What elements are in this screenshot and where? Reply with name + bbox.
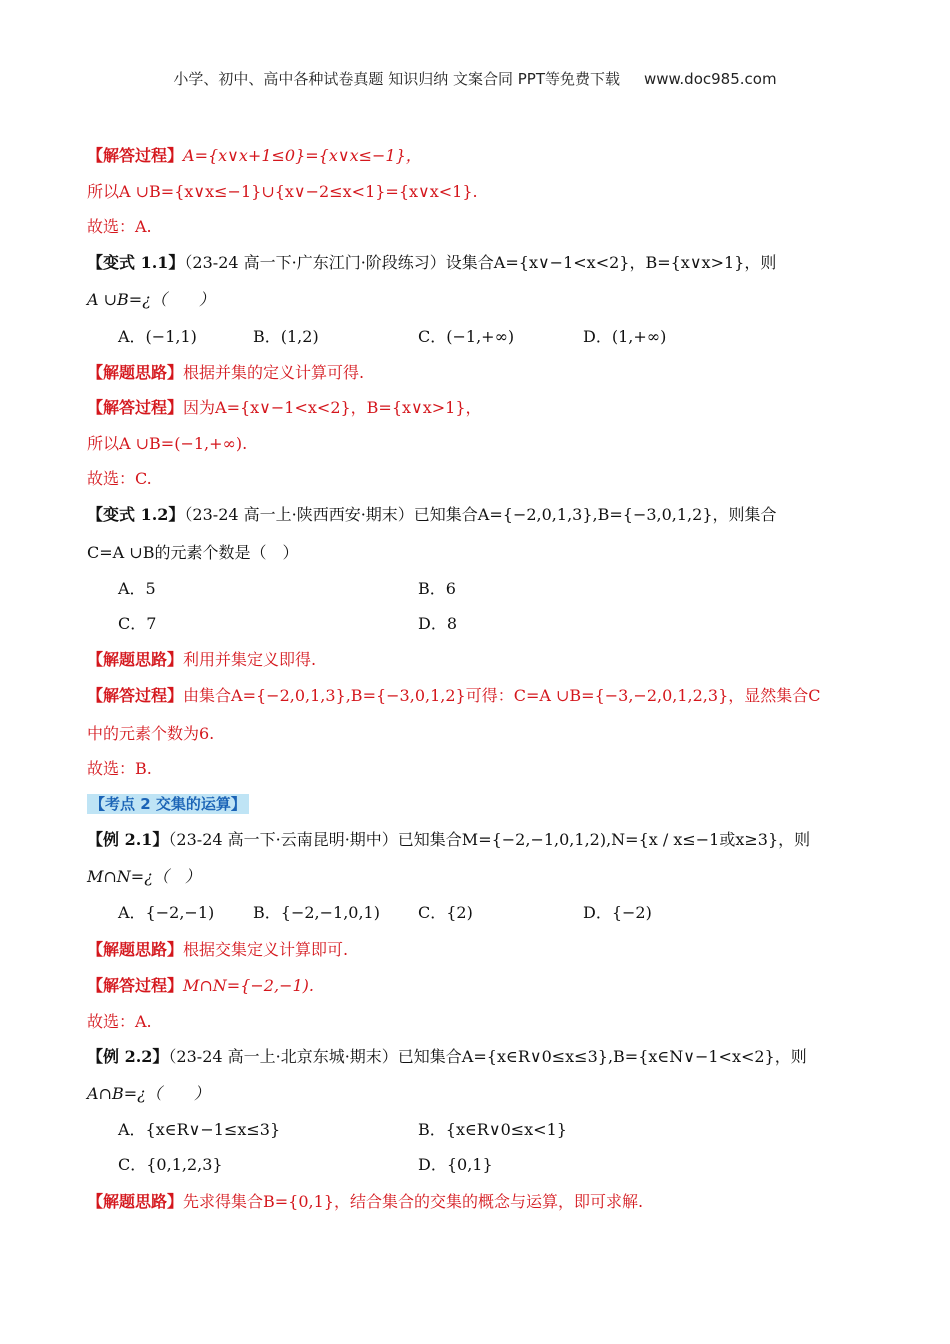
label: 【解题思路】 — [87, 363, 184, 382]
example-2-1-answer: 故选：A. — [87, 1012, 152, 1031]
variant-1-1-process-2: 所以A ∪B=(−1,+∞). — [87, 434, 248, 453]
text: 由集合A={−2,0,1,3},B={−3,0,1,2}可得：C=A ∪B={−3,−2,0,1,2,3}，显然集合C — [183, 686, 821, 705]
text: 根据交集定义计算即可. — [183, 940, 349, 959]
label: 【例 2.1】 — [87, 830, 169, 849]
label: 【解答过程】 — [87, 398, 184, 417]
option-a: A．5 — [118, 579, 156, 598]
label: 【解题思路】 — [87, 940, 184, 959]
variant-1-2-process-2: 中的元素个数为6. — [87, 724, 215, 743]
label: 【例 2.2】 — [87, 1047, 169, 1066]
label: 【变式 1.2】 — [87, 505, 185, 524]
page-header — [0, 68, 950, 89]
variant-1-1-process — [87, 397, 890, 419]
line-process-1 — [87, 145, 890, 167]
text: （23-24 高一下·广东江门·阶段练习）设集合A={x∨−1<x<2}，B={x∨x>1}，则 — [184, 253, 777, 272]
text: （23-24 高一上·北京东城·期末）已知集合A={x∈R∨0≤x≤3},B={x∈N∨−1<x<2}，则 — [168, 1047, 807, 1066]
example-2-2-question: A∩B=¿（ ） — [87, 1084, 210, 1103]
option-a: A．(−1,1) — [118, 327, 197, 346]
text: M∩N={−2,−1). — [183, 976, 314, 995]
option-b: B．(1,2) — [253, 327, 319, 346]
example-2-1-process — [87, 975, 890, 997]
math: A={x∨x+1≤0}={x∨x≤−1}， — [183, 146, 422, 165]
example-2-2-think — [87, 1191, 890, 1213]
text: 利用并集定义即得. — [183, 650, 317, 669]
option-b: B．{x∈R∨0≤x<1} — [418, 1120, 567, 1139]
option-a: A．{−2,−1) — [118, 903, 215, 922]
option-c: C．{2) — [418, 903, 473, 922]
option-a: A．{x∈R∨−1≤x≤3} — [118, 1120, 281, 1139]
option-c: C．(−1,+∞) — [418, 327, 515, 346]
line-process-2: 所以A ∪B={x∨x≤−1}∪{x∨−2≤x<1}={x∨x<1}. — [87, 182, 478, 201]
header-text: 小学、初中、高中各种试卷真题 知识归纳 文案合同 PPT等免费下载 — [173, 70, 620, 88]
option-b: B．6 — [418, 579, 456, 598]
option-d: D．8 — [418, 614, 458, 633]
option-d: D．(1,+∞) — [583, 327, 667, 346]
variant-1-1-title — [87, 252, 890, 274]
text: 先求得集合B={0,1}，结合集合的交集的概念与运算，即可求解. — [183, 1192, 644, 1211]
variant-1-2-think — [87, 649, 890, 671]
example-2-2-title — [87, 1046, 890, 1068]
variant-1-2-process — [87, 685, 890, 707]
label: 【变式 1.1】 — [87, 253, 185, 272]
variant-1-1-think — [87, 362, 890, 384]
text: 因为A={x∨−1<x<2}，B={x∨x>1}， — [183, 398, 482, 417]
label: 【解答过程】 — [87, 146, 184, 165]
variant-1-2-question: C=A ∪B的元素个数是（ ） — [87, 543, 299, 562]
text: （23-24 高一下·云南昆明·期中）已知集合M={−2,−1,0,1,2),N={x / x≤−1或x≥3}，则 — [168, 830, 811, 849]
variant-1-1-question: A ∪B=¿（ ） — [87, 290, 215, 309]
option-b: B．{−2,−1,0,1) — [253, 903, 380, 922]
variant-1-2-title — [87, 504, 890, 526]
variant-1-2-answer: 故选：B. — [87, 759, 152, 778]
text: 根据并集的定义计算可得. — [183, 363, 365, 382]
example-2-1-title — [87, 829, 890, 851]
option-c: C．7 — [118, 614, 157, 633]
variant-1-1-answer: 故选：C. — [87, 469, 152, 488]
label: 【解答过程】 — [87, 686, 184, 705]
example-2-1-question: M∩N=¿（ ） — [87, 867, 201, 886]
label: 【解题思路】 — [87, 1192, 184, 1211]
option-c: C．{0,1,2,3} — [118, 1155, 223, 1174]
option-d: D．{−2) — [583, 903, 652, 922]
section-heading-kaodian-2 — [87, 793, 890, 815]
header-site[interactable]: www.doc985.com — [643, 70, 777, 88]
example-2-1-think — [87, 939, 890, 961]
line-answer-1: 故选：A. — [87, 217, 152, 236]
section-label: 【考点 2 交集的运算】 — [87, 794, 249, 814]
option-d: D．{0,1} — [418, 1155, 493, 1174]
text: （23-24 高一上·陕西西安·期末）已知集合A={−2,0,1,3},B={−3,0,1,2}，则集合 — [184, 505, 777, 524]
label: 【解答过程】 — [87, 976, 184, 995]
label: 【解题思路】 — [87, 650, 184, 669]
